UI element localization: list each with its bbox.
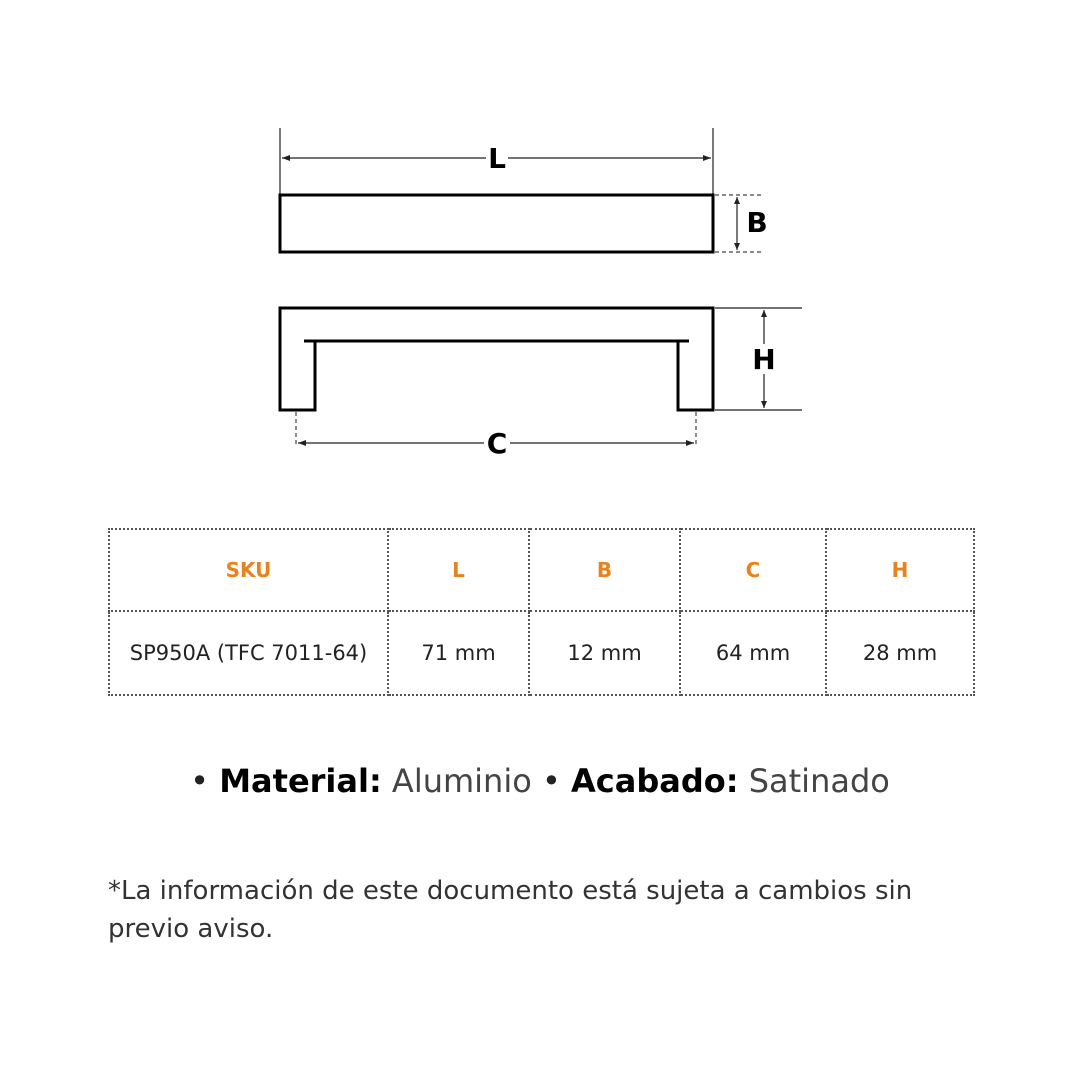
table-header-center: C (680, 529, 826, 611)
bullet: • (190, 762, 210, 800)
material-finish-line (0, 762, 1080, 800)
finish-value: Satinado (748, 762, 890, 800)
table-header-row (109, 529, 974, 611)
table-header-sku: SKU (109, 529, 388, 611)
finish-label: Acabado: (571, 762, 739, 800)
dimension-label-length: L (488, 142, 506, 175)
material-label: Material: (219, 762, 382, 800)
table-cell-center: 64 mm (680, 611, 826, 695)
table-row (109, 611, 974, 695)
handle-top-view (280, 195, 713, 252)
disclaimer-text: *La información de este documento está sujeta a cambios sin previo aviso. (108, 876, 913, 944)
table-header-height: H (826, 529, 974, 611)
bullet: • (541, 762, 561, 800)
handle-side-view (280, 308, 713, 410)
table-cell-width: 12 mm (529, 611, 680, 695)
material-value: Aluminio (391, 762, 532, 800)
table-cell-length: 71 mm (388, 611, 529, 695)
table-header-length: L (388, 529, 529, 611)
dimension-label-center: C (486, 427, 508, 460)
dimension-label-width: B (746, 206, 768, 239)
dimension-label-height: H (752, 343, 776, 376)
table-header-width: B (529, 529, 680, 611)
table-cell-height: 28 mm (826, 611, 974, 695)
table-cell-sku: SP950A (TFC 7011-64) (109, 611, 388, 695)
specification-table (108, 528, 975, 696)
handle-technical-drawing (0, 0, 1080, 480)
